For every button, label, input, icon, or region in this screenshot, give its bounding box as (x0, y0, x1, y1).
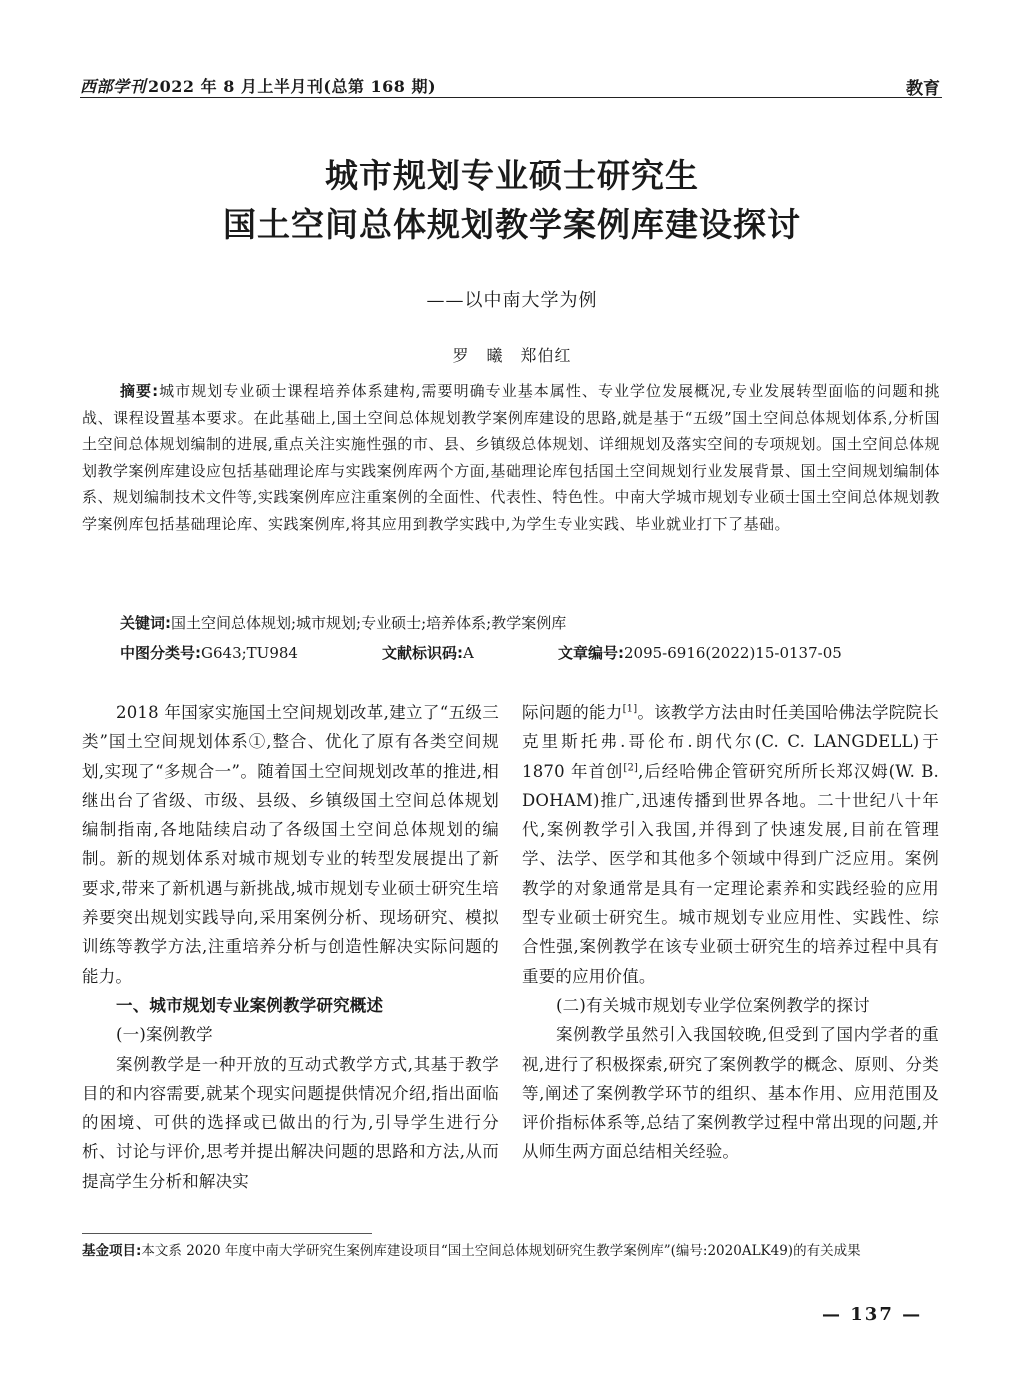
paragraph-text: ,后经哈佛企管研究所所长郑汉姆(W. B. DOHAM)推广,迅速传播到世界各地。二十世纪八十年代,案例教学引入我国,并得到了快速发展,目前在管理学、法学、医学和其他多个领域中得到广泛应用。案例教学的对象通常是具有一定理论素养和实践经验的应用型专业硕士研究生。城市规划专业应用性、实践性、综合性强,案例教学在该专业硕士研究生的培养过程中具有重要的应用价值。 (522, 761, 939, 986)
funding-label: 基金项目: (82, 1243, 142, 1259)
paragraph: 案例教学虽然引入我国较晚,但受到了国内学者的重视,进行了积极探索,研究了案例教学的概念、原则、分类等,阐述了案例教学环节的组织、基本作用、应用范围及评价指标体系等,总结了案例教学过程中常出现的问题,并从师生两方面总结相关经验。 (522, 1025, 939, 1162)
article-number-value: 2095-6916(2022)15-0137-05 (624, 644, 842, 662)
running-header (80, 70, 940, 98)
funding-text: 本文系 2020 年度中南大学研究生案例库建设项目“国土空间总体规划研究生教学案例库”(编号:2020ALK49)的有关成果 (141, 1243, 861, 1259)
clc-code (120, 642, 298, 663)
journal-issue (80, 74, 436, 97)
doc-value: A (463, 644, 474, 662)
footnote-divider (82, 1233, 372, 1234)
subsection-heading-1-1: (一)案例教学 (116, 1025, 213, 1045)
keywords-text: 国土空间总体规划;城市规划;专业硕士;培养体系;教学案例库 (171, 614, 567, 632)
keywords-label: 关键词: (120, 614, 171, 632)
paragraph: 2018 年国家实施国土空间规划改革,建立了“五级三类”国土空间规划体系①,整合、优化了原有各类空间规划,实现了“多规合一”。随着国土空间规划改革的推进,相继出台了省级、市级、县级、乡镇级国土空间总体规划编制指南,各地陆续启动了各级国土空间总体规划的编制。新的规划体系对城市规划专业的转型发展提出了新要求,带来了新机遇与新挑战,城市规划专业硕士研究生培养要突出规划实践导向,采用案例分析、现场研究、模拟训练等教学方法,注重培养分析与创造性解决实际问题的能力。 (82, 703, 499, 986)
header-divider (80, 97, 942, 98)
paragraph-text: 。该教学方法由时任美国哈佛法学院院长克里斯托弗.哥伦布.朗代尔(C. C. LANGDELL)于 1870 年首创 (522, 703, 939, 781)
body-column-right (522, 698, 939, 1167)
abstract-label: 摘要: (120, 382, 159, 400)
paragraph-text: 际问题的能力 (522, 703, 623, 722)
funding-footnote (82, 1240, 940, 1263)
doc-code (382, 642, 474, 663)
citation-ref[interactable]: [1] (622, 703, 638, 715)
clc-label: 中图分类号: (120, 644, 201, 662)
issue-info: 2022 年 8 月上半月刊(总第 168 期) (148, 77, 437, 96)
abstract-text: 城市规划专业硕士课程培养体系建构,需要明确专业基本属性、专业学位发展概况,专业发展转型面临的问题和挑战、课程设置基本要求。在此基础上,国土空间总体规划教学案例库建设的思路,就是基于“五级”国土空间总体规划体系,分析国土空间总体规划编制的进展,重点关注实施性强的市、县、乡镇级总体规划、详细规划及落实空间的专项规划。国土空间总体规划教学案例库建设应包括基础理论库与实践案例库两个方面,基础理论库包括国土空间规划行业发展背景、国土空间规划编制体系、规划编制技术文件等,实践案例库应注重案例的全面性、代表性、特色性。中南大学城市规划专业硕士国土空间总体规划教学案例库包括基础理论库、实践案例库,将其应用到教学实践中,为学生专业实践、毕业就业打下了基础。 (82, 382, 940, 533)
citation-ref[interactable]: [2] (623, 762, 639, 774)
article-number-label: 文章编号: (558, 644, 624, 662)
article-subtitle: ——以中南大学为例 (426, 290, 598, 311)
article-title-line1: 城市规划专业硕士研究生 (325, 156, 699, 195)
body-column-left (82, 698, 499, 1196)
clc-value: G643;TU984 (201, 644, 298, 662)
subsection-heading-1-2: (二)有关城市规划专业学位案例教学的探讨 (556, 995, 870, 1015)
authors: 罗 曦 郑伯红 (452, 346, 572, 365)
article-number (558, 642, 842, 663)
section-name: 教育 (906, 79, 940, 99)
section-heading-1: 一、城市规划专业案例教学研究概述 (116, 995, 384, 1015)
journal-logo: 西部学刊 (80, 77, 147, 96)
article-title-line2: 国土空间总体规划教学案例库建设探讨 (223, 205, 801, 244)
paragraph (522, 698, 939, 991)
keywords (120, 612, 566, 633)
page-number: — 137 — (822, 1304, 923, 1325)
paragraph: 案例教学是一种开放的互动式教学方式,其基于教学目的和内容需要,就某个现实问题提供情况介绍,指出面临的困境、可供的选择或已做出的行为,引导学生进行分析、讨论与评价,思考并提出解决问题的思路和方法,从而提高学生分析和解决实 (82, 1054, 499, 1191)
doc-label: 文献标识码: (382, 644, 463, 662)
abstract (82, 378, 940, 537)
